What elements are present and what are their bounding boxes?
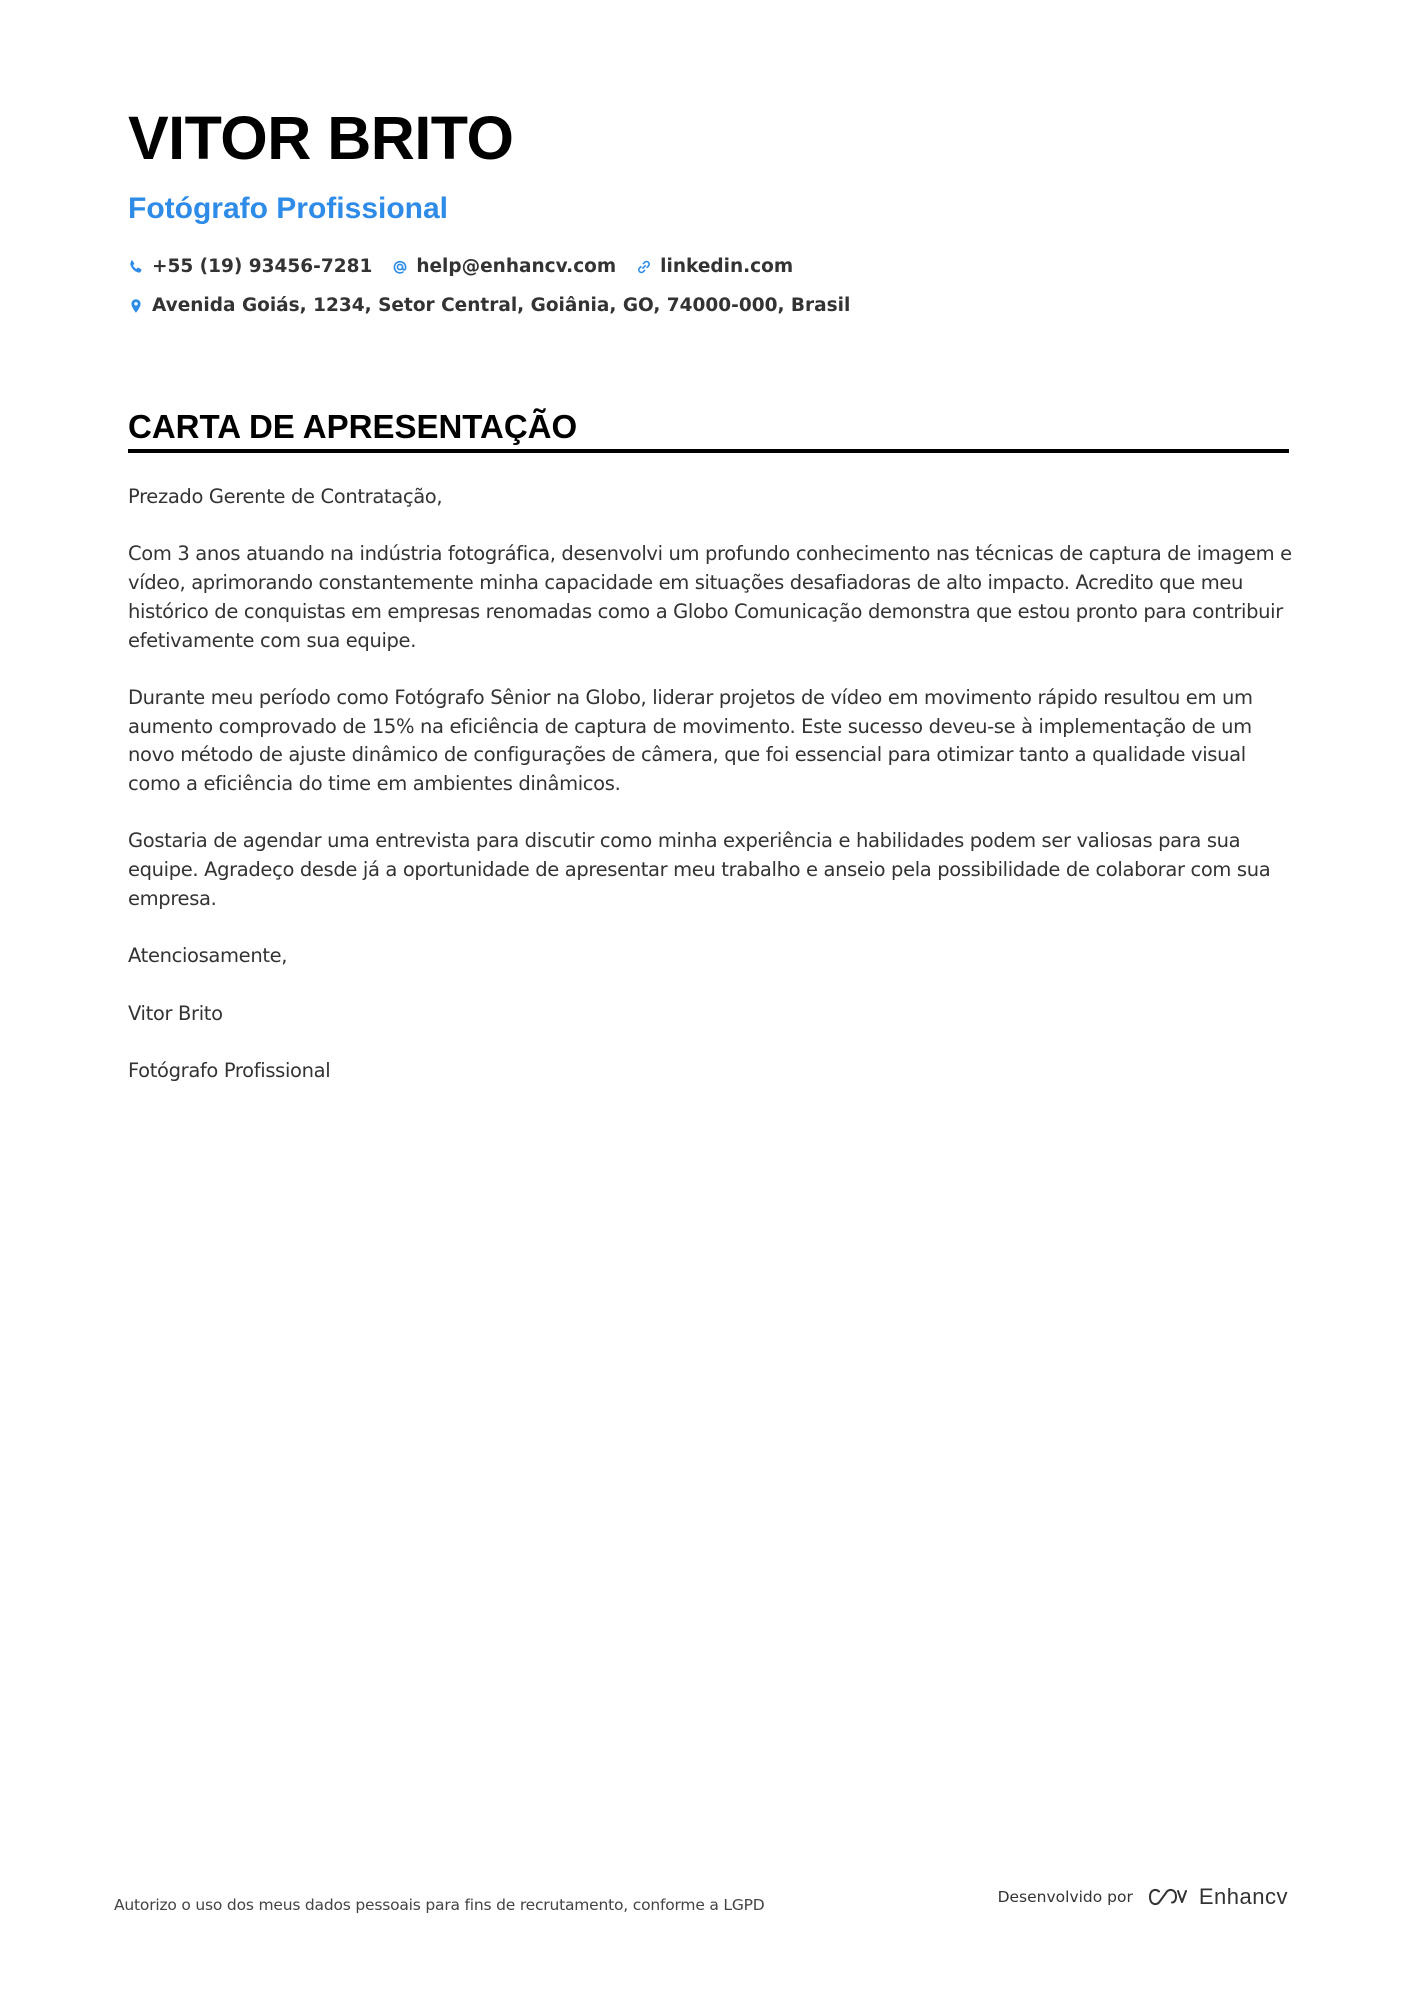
location-pin-icon [128,298,144,314]
phone-icon [128,259,144,275]
contact-linkedin[interactable] [636,258,793,277]
letter-body [128,483,1293,1114]
letter-paragraph: Gostaria de agendar uma entrevista para discutir como minha experiência e habilidades podem ser valiosas para sua equipe. Agradeço desde já a oportunidade de apresentar meu trabalho e anseio pela possibilidade de colaborar com sua empresa. [128,829,1271,910]
closing: Atenciosamente, [128,944,288,968]
contact-email[interactable] [392,258,616,277]
signature-name: Vitor Brito [128,1001,223,1025]
contact-address [128,297,850,316]
link-icon [636,259,652,275]
address-text: Avenida Goiás, 1234, Setor Central, Goiânia, GO, 74000-000, Brasil [152,295,851,316]
enhancv-logo-icon [1145,1885,1189,1909]
candidate-name: VITOR BRITO [128,104,514,172]
brand-name: Enhancv [1198,1884,1288,1909]
section-divider [128,449,1289,453]
signature-title: Fotógrafo Profissional [128,1058,331,1082]
letter-paragraph: Durante meu período como Fotógrafo Sênior na Globo, liderar projetos de vídeo em movimento rápido resultou em um aumento comprovado de 15% na eficiência de captura de movimento. Este sucesso deveu-se à implementação de um novo método de ajuste dinâmico de configurações de câmera, que foi essencial para otimizar tanto a qualidade visual como a eficiência do time em ambientes dinâmicos. [128,685,1253,795]
phone-number: +55 (19) 93456-7281 [152,256,373,277]
salutation: Prezado Gerente de Contratação, [128,485,443,508]
contact-phone [128,258,372,277]
letter-paragraph: Com 3 anos atuando na indústria fotográfica, desenvolvi um profundo conhecimento nas técnicas de captura de imagem e vídeo, aprimorando constantemente minha capacidade em situações desafiadoras de alto impacto. Acredito que meu histórico de conquistas em empresas renomadas como a Globo Comunicação demonstra que estou pronto para contribuir efetivamente com sua equipe. [128,542,1292,652]
contact-row [128,258,813,277]
email-address[interactable]: help@enhancv.com [416,256,617,277]
address-row [128,297,870,316]
at-icon [392,259,408,275]
section-title: CARTA DE APRESENTAÇÃO [128,408,578,445]
powered-by[interactable] [998,1884,1288,1910]
consent-note: Autorizo o uso dos meus dados pessoais para fins de recrutamento, conforme a LGPD [114,1896,765,1914]
linkedin-link[interactable]: linkedin.com [660,256,794,277]
powered-by-label: Desenvolvido por [997,1888,1133,1906]
job-title: Fotógrafo Profissional [128,192,449,225]
